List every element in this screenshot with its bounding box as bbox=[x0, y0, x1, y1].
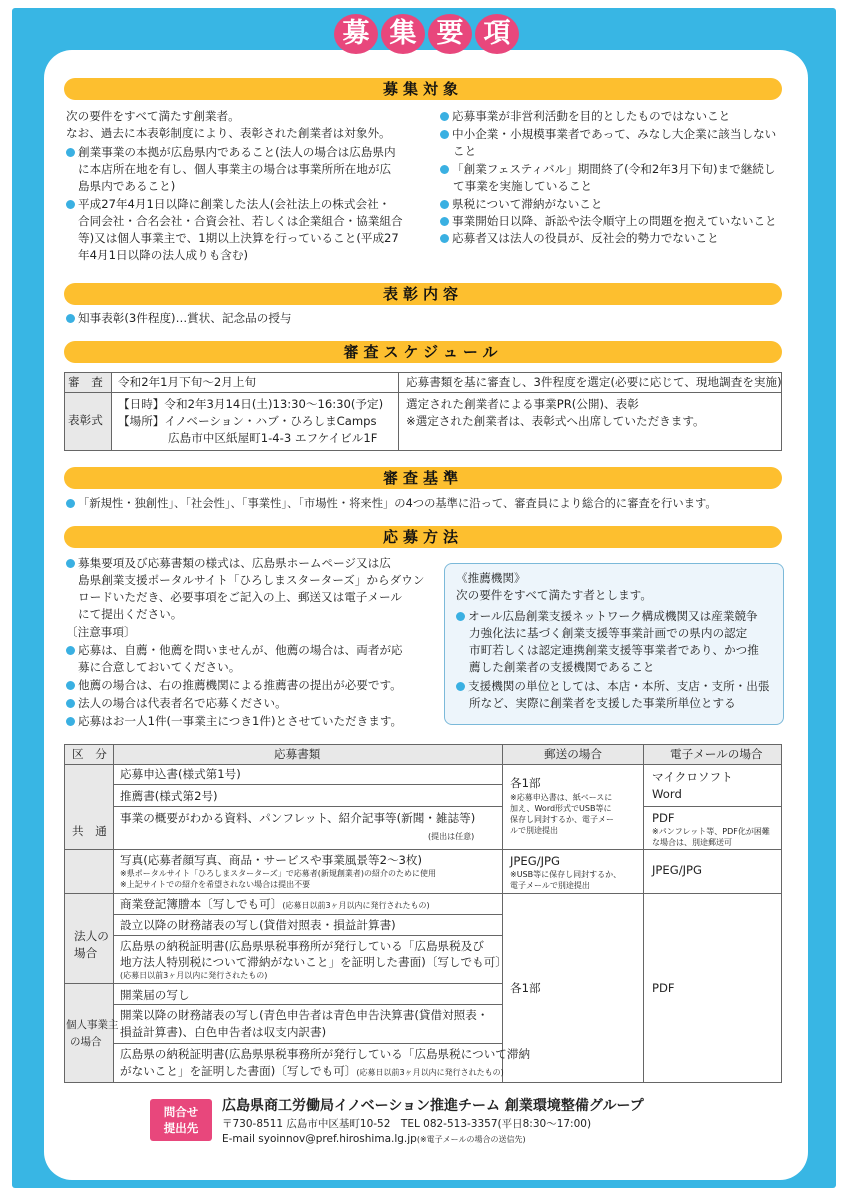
bullet-icon bbox=[66, 646, 75, 655]
doc-item: 開業届の写し bbox=[120, 988, 190, 1002]
bullet-icon bbox=[440, 112, 449, 121]
ceremony-date: 【日時】令和2年3月14日(土)13:30～16:30(予定) bbox=[118, 397, 384, 411]
col-header: 電子メールの場合 bbox=[670, 747, 763, 761]
section-heading-award: 表彰内容 bbox=[64, 283, 782, 305]
col-header: 区 分 bbox=[72, 747, 107, 761]
contact-email[interactable]: E-mail syoinnov@pref.hiroshima.lg.jp(※電子メールの場合の送信先) bbox=[222, 1133, 526, 1145]
eligibility-item: 応募事業が非営利活動を目的としたものではないこと bbox=[440, 108, 730, 125]
doc-item: 商業登記簿謄本〔写しでも可〕(応募日以前3ヶ月以内に発行されたもの) bbox=[120, 897, 430, 911]
col-header: 応募書類 bbox=[274, 747, 321, 761]
bullet-icon bbox=[66, 148, 75, 157]
bullet-icon bbox=[440, 130, 449, 139]
bullet-icon bbox=[66, 499, 75, 508]
doc-item: 設立以降の財務諸表の写し(貸借対照表・損益計算書) bbox=[120, 918, 396, 932]
notes-title: 〔注意事項〕 bbox=[66, 625, 136, 639]
email-format: JPEG/JPG bbox=[652, 863, 703, 877]
bullet-icon bbox=[66, 314, 75, 323]
schedule-label: 表彰式 bbox=[68, 413, 103, 427]
bullet-icon bbox=[456, 682, 465, 691]
col-header: 郵送の場合 bbox=[544, 747, 602, 761]
bullet-icon bbox=[66, 681, 75, 690]
eligibility-intro: 次の要件をすべて満たす創業者。 bbox=[66, 109, 240, 123]
section-heading-eligibility: 募集対象 bbox=[64, 78, 782, 100]
doc-item: 広島県の納税証明書(広島県県税事務所が発行している「広島県税及び bbox=[120, 939, 484, 953]
rec-item: 支援機関の単位としては、本店・本所、支店・支所・出張 bbox=[456, 678, 769, 695]
doc-item: 写真(応募者顔写真、商品・サービスや事業風景等2～3枚) bbox=[120, 853, 423, 867]
group-common: 共 通 bbox=[72, 824, 107, 838]
note-item: 他薦の場合は、右の推薦機関による推薦書の提出が必要です。 bbox=[66, 677, 402, 694]
contact-badge: 問合せ 提出先 bbox=[150, 1099, 212, 1141]
page-title: 募 集 要 項 bbox=[334, 14, 522, 54]
section-heading-schedule: 審査スケジュール bbox=[64, 341, 782, 363]
bullet-icon bbox=[66, 699, 75, 708]
bullet-icon bbox=[456, 612, 465, 621]
note-item: 法人の場合は代表者名で応募ください。 bbox=[66, 695, 287, 712]
note-item: 応募は、自薦・他薦を問いませんが、他薦の場合は、両者が応 bbox=[66, 642, 403, 659]
rec-intro: 次の要件をすべて満たす者とします。 bbox=[456, 588, 652, 602]
eligibility-item: 応募者又は法人の役員が、反社会的勢力でないこと bbox=[440, 230, 719, 247]
mail-copies: 各1部 bbox=[510, 776, 541, 790]
doc-item: 開業以降の財務諸表の写し(青色申告者は青色申告決算書(貸借対照表・ bbox=[120, 1008, 489, 1022]
contact-address: 〒730-8511 広島市中区基町10-52 TEL 082-513-3357(平日8:30～17:00) bbox=[222, 1118, 592, 1130]
eligibility-item: 創業事業の本拠が広島県内であること(法人の場合は広島県内 bbox=[66, 144, 396, 161]
schedule-date: 令和2年1月下旬～2月上旬 bbox=[118, 375, 257, 389]
schedule-label: 審 査 bbox=[68, 375, 103, 389]
bullet-icon bbox=[440, 165, 449, 174]
criteria-item: 「新規性・独創性」、「社会性」、「事業性」、「市場性・将来性」の4つの基準に沿って、審査員により総合的に審査を行います。 bbox=[66, 495, 717, 512]
doc-item: 推薦書(様式第2号) bbox=[120, 789, 218, 803]
award-item: 知事表彰(3件程度)…賞状、記念品の授与 bbox=[66, 310, 292, 327]
rec-title: 《推薦機関》 bbox=[456, 571, 526, 585]
eligibility-item: 中小企業・小規模事業者であって、みなし大企業に該当しない bbox=[440, 126, 776, 143]
doc-item: 事業の概要がわかる資料、パンフレット、紹介記事等(新聞・雑誌等) bbox=[120, 811, 476, 825]
email-format: PDF bbox=[652, 981, 675, 995]
ceremony-address: 広島市中区紙屋町1-4-3 エフケイビル1F bbox=[168, 431, 378, 445]
eligibility-item: 事業開始日以降、訴訟や法令順守上の問題を抱えていないこと bbox=[440, 213, 777, 230]
email-format: PDF bbox=[652, 811, 675, 825]
schedule-desc: 選定された創業者による事業PR(公開)、表彰 bbox=[406, 397, 639, 411]
email-format: マイクロソフト bbox=[652, 770, 733, 784]
schedule-desc: 応募書類を基に審査し、3件程度を選定(必要に応じて、現地調査を実施) bbox=[406, 375, 782, 389]
bullet-icon bbox=[66, 200, 75, 209]
contact-org: 広島県商工労働局イノベーション推進チーム 創業環境整備グループ bbox=[222, 1098, 644, 1114]
bullet-icon bbox=[66, 559, 75, 568]
eligibility-note: なお、過去に本表彰制度により、表彰された創業者は対象外。 bbox=[66, 126, 391, 140]
application-intro: 募集要項及び応募書類の様式は、広島県ホームページ又は広 bbox=[66, 555, 391, 572]
eligibility-item: 県税について滞納がないこと bbox=[440, 196, 603, 213]
eligibility-item: 平成27年4月1日以降に創業した法人(会社法上の株式会社・ bbox=[66, 196, 390, 213]
group-corporate: 法人の bbox=[74, 929, 109, 943]
group-individual: 個人事業主 bbox=[66, 1019, 119, 1031]
bullet-icon bbox=[440, 234, 449, 243]
doc-item: 広島県の納税証明書(広島県県税事務所が発行している「広島県税について滞納 bbox=[120, 1047, 531, 1061]
section-heading-application: 応募方法 bbox=[64, 526, 782, 548]
bullet-icon bbox=[440, 200, 449, 209]
ceremony-place: 【場所】イノベーション・ハブ・ひろしまCamps bbox=[118, 414, 377, 428]
note-item: 応募はお一人1件(一事業主につき1件)とさせていただきます。 bbox=[66, 713, 402, 730]
mail-format: JPEG/JPG bbox=[510, 854, 561, 868]
bullet-icon bbox=[440, 217, 449, 226]
doc-item: 応募申込書(様式第1号) bbox=[120, 767, 241, 781]
eligibility-item: 「創業フェスティバル」期間終了(令和2年3月下旬)まで継続し bbox=[440, 161, 776, 178]
section-heading-criteria: 審査基準 bbox=[64, 467, 782, 489]
rec-item: オール広島創業支援ネットワーク構成機関又は産業競争 bbox=[456, 608, 758, 625]
bullet-icon bbox=[66, 717, 75, 726]
schedule-note: ※選定された創業者は、表彰式へ出席していただきます。 bbox=[406, 414, 705, 428]
mail-copies: 各1部 bbox=[510, 981, 541, 995]
